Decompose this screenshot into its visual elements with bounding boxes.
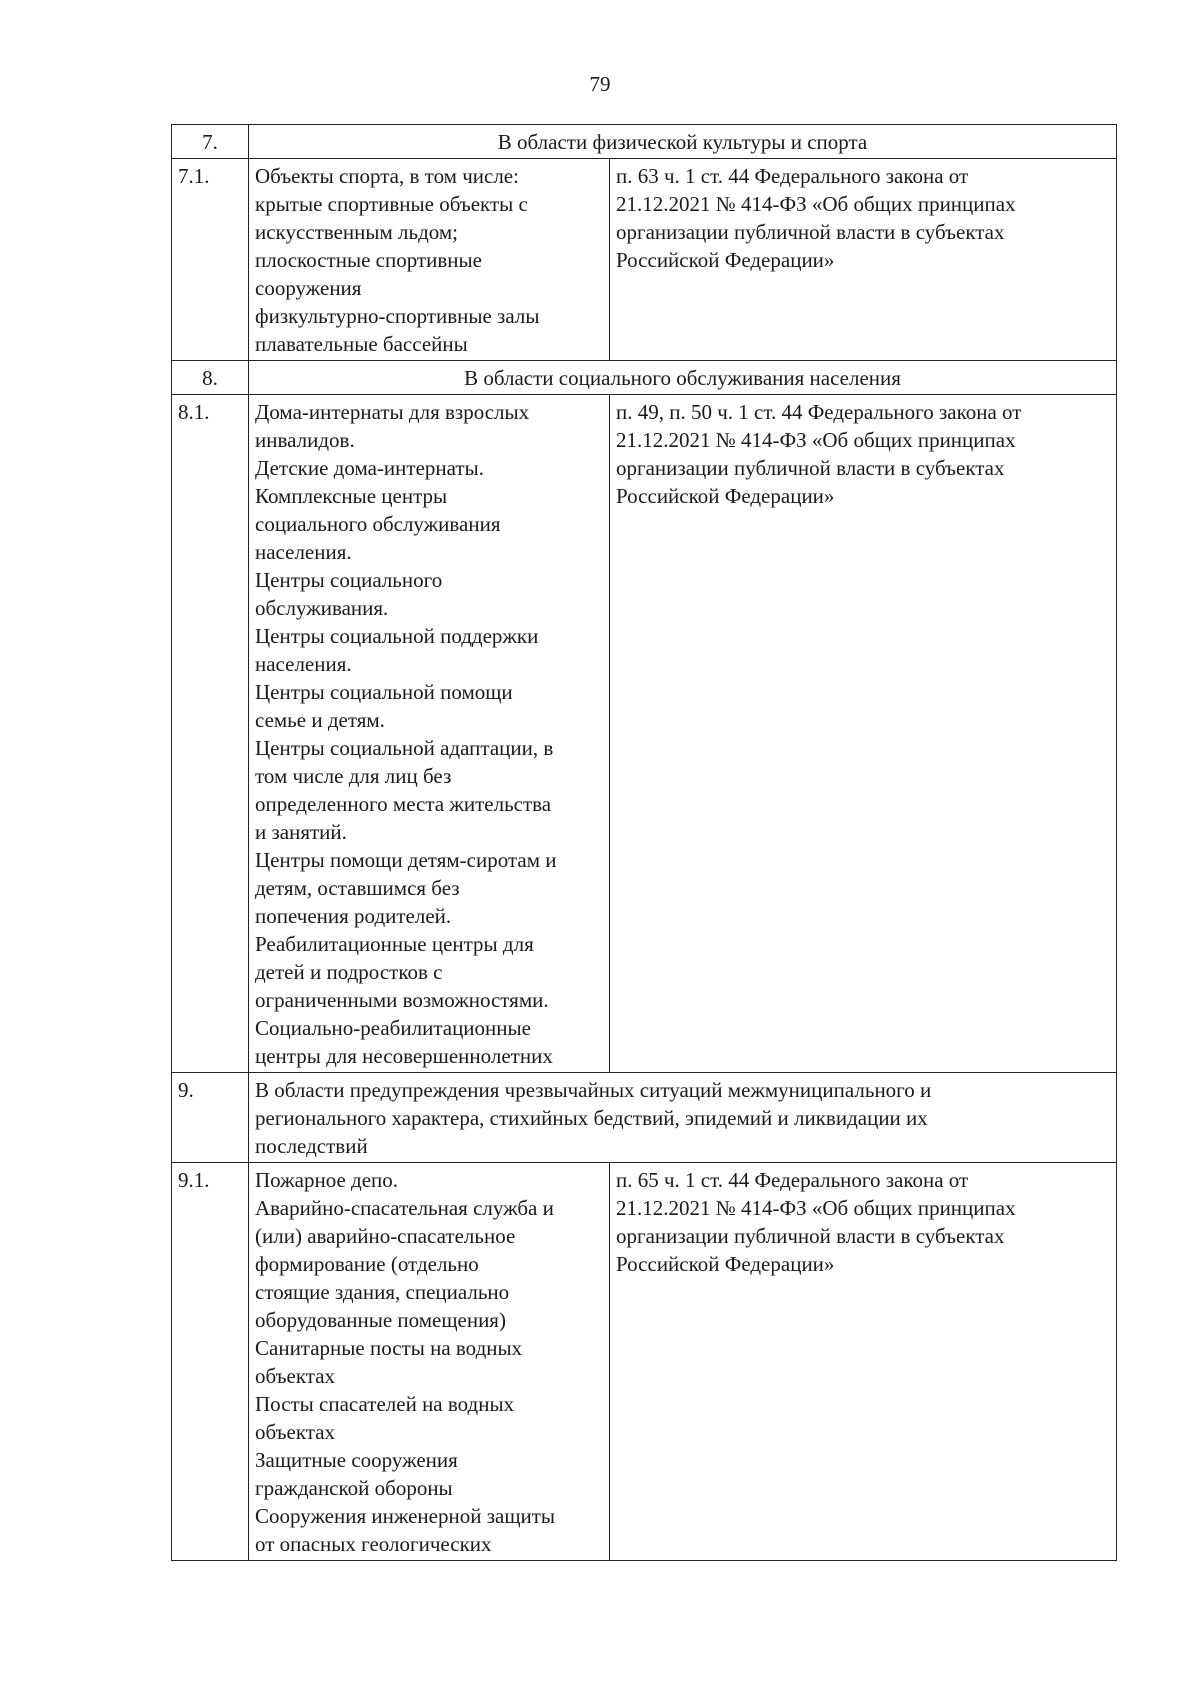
basis-line: организации публичной власти в субъектах: [616, 220, 1005, 244]
objects-line: Санитарные посты на водных: [255, 1336, 523, 1360]
objects-line: Комплексные центры: [255, 484, 448, 508]
basis-line: организации публичной власти в субъектах: [616, 1224, 1005, 1248]
section-title-line: последствий: [255, 1134, 368, 1158]
objects-line: гражданской обороны: [255, 1476, 453, 1500]
objects-line: объектах: [255, 1364, 336, 1388]
page-number: 79: [589, 72, 611, 96]
objects-line: Центры социальной поддержки: [255, 624, 539, 648]
objects-line: физкультурно-спортивные залы: [255, 304, 540, 328]
objects-line: Реабилитационные центры для: [255, 932, 534, 956]
section-row-7: [172, 125, 1117, 159]
objects-line: Сооружения инженерной защиты: [255, 1504, 556, 1528]
item-number: 9.1.: [172, 1163, 249, 1561]
section-title: [249, 1073, 1117, 1163]
objects-line: Центры социальной адаптации, в: [255, 736, 554, 760]
objects-cell: [249, 395, 610, 1073]
objects-line: (или) аварийно-спасательное: [255, 1224, 516, 1248]
objects-line: семье и детям.: [255, 708, 385, 732]
objects-line: детям, оставшимся без: [255, 876, 460, 900]
objects-line: Посты спасателей на водных: [255, 1392, 515, 1416]
objects-line: центры для несовершеннолетних: [255, 1044, 553, 1068]
basis-line: п. 65 ч. 1 ст. 44 Федерального закона от: [616, 1168, 969, 1192]
basis-line: п. 63 ч. 1 ст. 44 Федерального закона от: [616, 164, 969, 188]
objects-line: плоскостные спортивные: [255, 248, 482, 272]
objects-cell: [249, 159, 610, 361]
objects-line: формирование (отдельно: [255, 1252, 479, 1276]
section-number: 9.: [172, 1073, 249, 1163]
objects-line: ограниченными возможностями.: [255, 988, 549, 1012]
objects-line: Центры социального: [255, 568, 443, 592]
table-row-7-1: [172, 159, 1117, 361]
objects-line: попечения родителей.: [255, 904, 452, 928]
basis-line: 21.12.2021 № 414-ФЗ «Об общих принципах: [616, 192, 1016, 216]
objects-line: населения.: [255, 540, 352, 564]
item-number: 8.1.: [172, 395, 249, 1073]
objects-line: Пожарное депо.: [255, 1168, 399, 1192]
section-number: 8.: [172, 361, 249, 395]
item-number: 7.1.: [172, 159, 249, 361]
basis-line: 21.12.2021 № 414-ФЗ «Об общих принципах: [616, 428, 1016, 452]
objects-line: Объекты спорта, в том числе:: [255, 164, 519, 188]
objects-line: от опасных геологических: [255, 1532, 492, 1556]
objects-line: обслуживания.: [255, 596, 389, 620]
objects-line: искусственным льдом;: [255, 220, 458, 244]
objects-cell: [249, 1163, 610, 1561]
basis-line: Российской Федерации»: [616, 484, 835, 508]
objects-line: Детские дома-интернаты.: [255, 456, 484, 480]
legal-basis-cell: [610, 1163, 1117, 1561]
objects-line: Социально-реабилитационные: [255, 1016, 531, 1040]
objects-line: детей и подростков с: [255, 960, 443, 984]
objects-line: Защитные сооружения: [255, 1448, 458, 1472]
section-number: 7.: [172, 125, 249, 159]
objects-line: инвалидов.: [255, 428, 355, 452]
section-row-8: [172, 361, 1117, 395]
basis-line: организации публичной власти в субъектах: [616, 456, 1005, 480]
objects-line: и занятий.: [255, 820, 347, 844]
section-row-9: [172, 1073, 1117, 1163]
objects-line: крытые спортивные объекты с: [255, 192, 528, 216]
objects-line: Центры помощи детям-сиротам и: [255, 848, 557, 872]
document-table: [171, 124, 1117, 1561]
objects-line: объектах: [255, 1420, 336, 1444]
basis-line: Российской Федерации»: [616, 248, 835, 272]
objects-line: социального обслуживания: [255, 512, 501, 536]
objects-line: сооружения: [255, 276, 362, 300]
objects-line: Дома-интернаты для взрослых: [255, 400, 530, 424]
objects-line: том числе для лиц без: [255, 764, 452, 788]
objects-line: оборудованные помещения): [255, 1308, 506, 1332]
objects-line: плавательные бассейны: [255, 332, 468, 356]
table-row-9-1: [172, 1163, 1117, 1561]
basis-line: п. 49, п. 50 ч. 1 ст. 44 Федерального закона от: [616, 400, 1022, 424]
objects-line: Центры социальной помощи: [255, 680, 513, 704]
legal-basis-cell: [610, 395, 1117, 1073]
section-title-line: регионального характера, стихийных бедствий, эпидемий и ликвидации их: [255, 1106, 928, 1130]
objects-line: стоящие здания, специально: [255, 1280, 510, 1304]
section-title: В области социального обслуживания населения: [249, 361, 1117, 395]
basis-line: Российской Федерации»: [616, 1252, 835, 1276]
section-title: В области физической культуры и спорта: [249, 125, 1117, 159]
legal-basis-cell: [610, 159, 1117, 361]
table-row-8-1: [172, 395, 1117, 1073]
objects-line: населения.: [255, 652, 352, 676]
basis-line: 21.12.2021 № 414-ФЗ «Об общих принципах: [616, 1196, 1016, 1220]
section-title-line: В области предупреждения чрезвычайных ситуаций межмуниципального и: [255, 1078, 932, 1102]
objects-line: определенного места жительства: [255, 792, 552, 816]
objects-line: Аварийно-спасательная служба и: [255, 1196, 554, 1220]
